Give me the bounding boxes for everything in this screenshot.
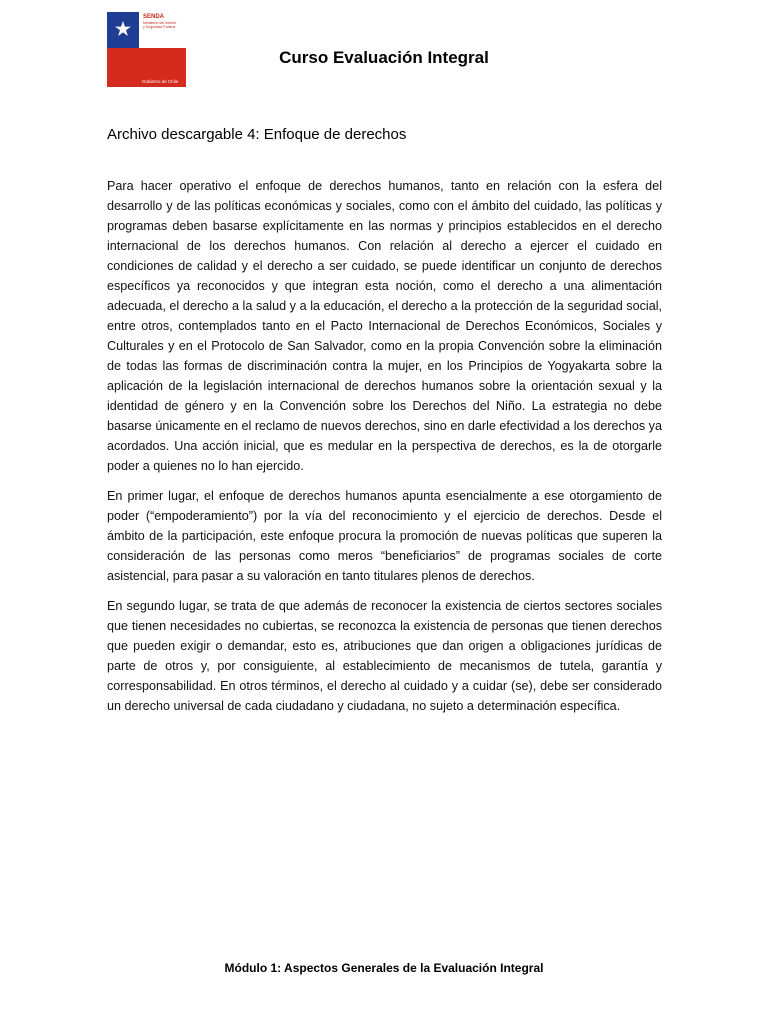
paragraph: En primer lugar, el enfoque de derechos humanos apunta esencialmente a ese otorgamiento de poder (“empoderamiento”) por la vía del reconocimiento y el ejercicio de derechos. Desde el ámbito de la participación, este enfoque procura la promoción de nuevas políticas que superen la consideración de las personas como meros “beneficiarios” de programas sociales de corte asistencial, para pasar a su valoración en tanto titulares plenos de derechos. — [107, 489, 662, 583]
logo-white-field — [139, 12, 186, 48]
body-text — [107, 176, 662, 726]
page-title: Curso Evaluación Integral — [279, 48, 489, 67]
paragraph: Para hacer operativo el enfoque de derechos humanos, tanto en relación con la esfera del desarrollo y de las políticas económicas y sociales, como con el ámbito del cuidado, las políticas y programas deben basarse explícitamente en las normas y principios establecidos en el derecho internacional de los derechos humanos. Con relación al derecho a ejercer el cuidado en condiciones de calidad y el derecho a ser cuidado, se puede identificar un conjunto de derechos específicos ya reconocidos y que integran esta noción, como el derecho a una alimentación adecuada, el derecho a la salud y a la educación, el derecho a la protección de la seguridad social, entre otros, contemplados tanto en el Pacto Internacional de Derechos Económicos, Sociales y Culturales y en el Protocolo de San Salvador, como en la propia Convención sobre la eliminación de todas las formas de discriminación contra la mujer, en los Principios de Yogyakarta sobre la aplicación de la legislación internacional de derechos humanos sobre la orientación sexual y la identidad de género y en la Convención sobre los Derechos del Niño. La estrategia no debe basarse únicamente en el reclamo de nuevos derechos, sino en darle efectividad a los derechos ya acordados. Una acción inicial, que es medular en la perspectiva de derechos, es la de otorgarle poder a quienes no lo han ejercido. — [107, 179, 662, 473]
section-heading: Archivo descargable 4: Enfoque de derechos — [107, 126, 407, 143]
page-footer: Módulo 1: Aspectos Generales de la Evaluación Integral — [224, 961, 544, 975]
paragraph: En segundo lugar, se trata de que además de reconocer la existencia de ciertos sectores sociales que tienen necesidades no cubiertas, se reconozca la existencia de personas que tienen derechos que pueden exigir o demandar, esto es, atribuciones que dan origen a obligaciones jurídicas de parte de otros y, por consiguiente, al establecimiento de mecanismos de tutela, garantía y corresponsabilidad. En otros términos, el derecho al cuidado y a cuidar (se), debe ser considerado un derecho universal de cada ciudadano y ciudadana, no sujeto a determinación específica. — [107, 599, 662, 713]
logo-ministry: Ministerio del Interior y Seguridad Pública — [143, 21, 177, 29]
logo-blue-field — [107, 12, 139, 48]
logo-brand: SENDA — [143, 14, 165, 20]
logo-government: Gobierno de Chile — [142, 79, 179, 84]
star-icon — [115, 21, 131, 37]
